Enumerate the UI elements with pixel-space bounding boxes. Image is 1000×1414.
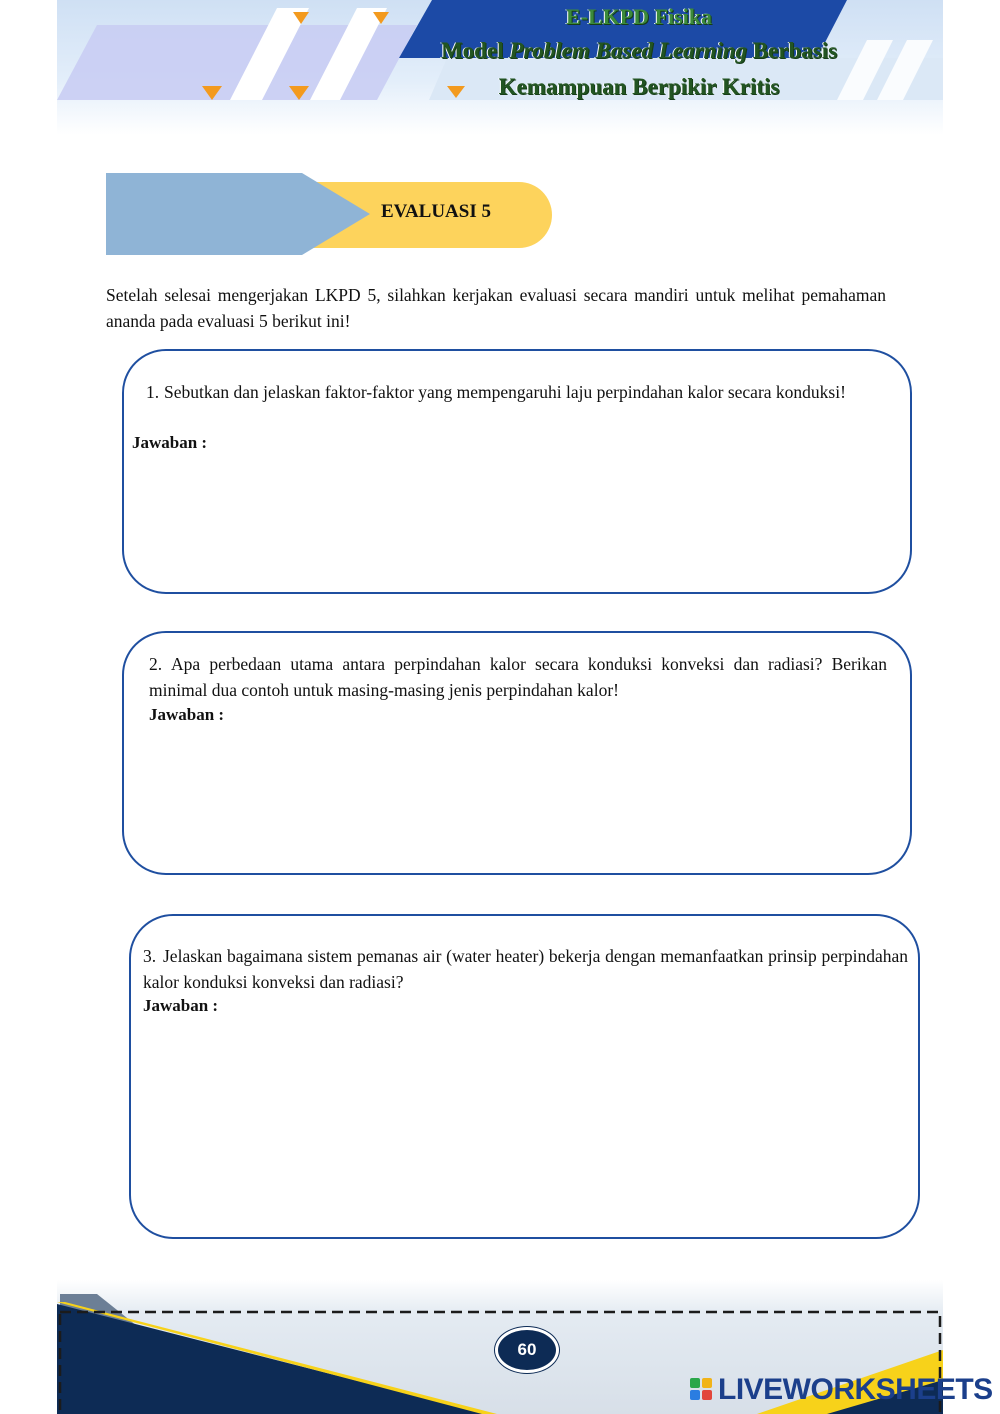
liveworksheets-brand-text: LIVEWORKSHEETS — [718, 1373, 993, 1406]
question-3-number: 3. — [143, 946, 157, 966]
page-header — [57, 0, 943, 135]
section-title: EVALUASI 5 — [381, 201, 491, 222]
question-1-text: Sebutkan dan jelaskan faktor-faktor yang mempengaruhi laju perpindahan kalor secara konduksi! — [164, 382, 846, 402]
question-1-answer-label: Jawaban : — [132, 433, 208, 452]
question-2-number: 2. — [149, 654, 163, 674]
section-banner — [106, 173, 586, 255]
question-box-1 — [122, 349, 912, 594]
header-title-line2-post: Berbasis — [746, 38, 838, 63]
liveworksheets-brand[interactable] — [690, 1372, 993, 1408]
question-box-2 — [122, 631, 912, 875]
question-2-text: Apa perbedaan utama antara perpindahan kalor secara konduksi konveksi dan radiasi? Berikan minimal dua contoh untuk masing-masing jenis perpindahan kalor! — [149, 654, 887, 700]
question-3-answer-label: Jawaban : — [143, 996, 219, 1015]
question-2-answer-field[interactable] — [149, 733, 889, 853]
question-box-3 — [129, 914, 920, 1239]
intro-paragraph: Setelah selesai mengerjakan LKPD 5, silahkan kerjakan evaluasi secara mandiri untuk melihat pemahaman ananda pada evaluasi 5 berikut ini! — [106, 285, 886, 331]
question-2-answer-label: Jawaban : — [149, 705, 225, 724]
question-1-number: 1. — [146, 382, 160, 402]
question-1-answer-field[interactable] — [132, 461, 902, 576]
question-3-text: Jelaskan bagaimana sistem pemanas air (water heater) bekerja dengan memanfaatkan prinsip perpindahan kalor konduksi konveksi dan radiasi? — [143, 946, 908, 992]
liveworksheets-logo-icon — [690, 1378, 714, 1402]
section-banner-shape — [106, 173, 586, 255]
header-title-line2-em: Problem Based Learning — [509, 38, 747, 63]
question-3-answer-field[interactable] — [143, 1024, 903, 1219]
page-number: 60 — [495, 1327, 559, 1373]
header-title-line3: Kemampuan Berpikir Kritis — [498, 74, 780, 99]
header-title-line2-pre: Model — [440, 38, 510, 63]
header-title-line1: E-LKPD Fisika — [565, 4, 713, 29]
header-title-line2 — [429, 38, 849, 64]
